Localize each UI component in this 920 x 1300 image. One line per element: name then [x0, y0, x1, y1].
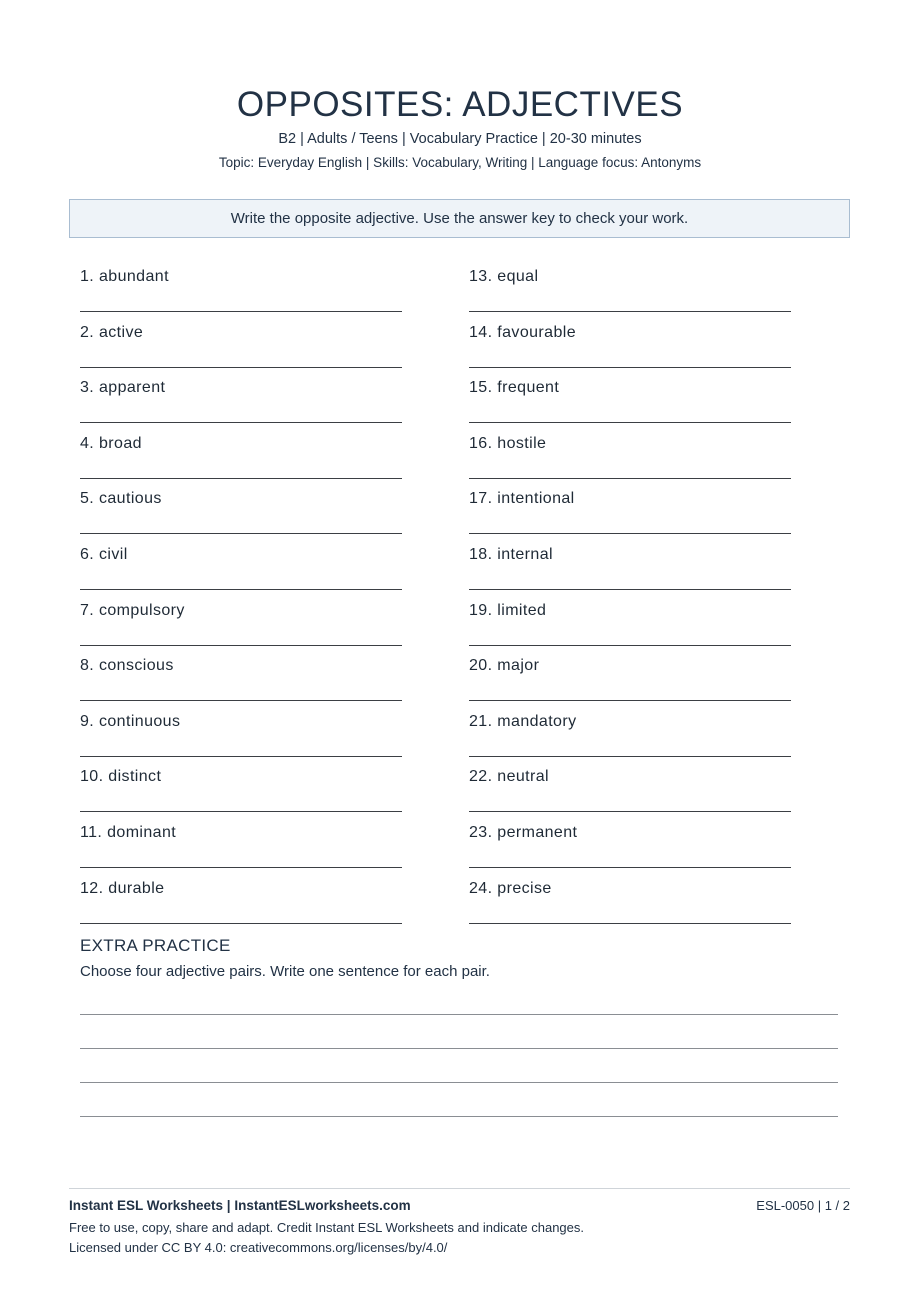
item-label: 23. permanent — [469, 823, 578, 841]
extra-practice-instruction: Choose four adjective pairs. Write one sentence for each pair. — [80, 963, 490, 980]
exercise-item — [80, 535, 402, 591]
footer-license-link: Licensed under CC BY 4.0: creativecommons.org/licenses/by/4.0/ — [69, 1240, 448, 1255]
item-label: 20. major — [469, 657, 540, 675]
exercise-item — [469, 368, 791, 424]
writing-line[interactable] — [80, 1048, 838, 1049]
answer-line[interactable] — [469, 923, 791, 924]
item-label: 18. internal — [469, 545, 553, 563]
exercise-item — [469, 869, 791, 925]
instructions-box — [69, 199, 850, 238]
exercise-item — [80, 591, 402, 647]
exercise-item — [80, 424, 402, 480]
item-label: 6. civil — [80, 545, 128, 563]
footer-divider — [69, 1188, 850, 1189]
item-label: 19. limited — [469, 601, 547, 619]
item-label: 24. precise — [469, 879, 552, 897]
exercise-item — [80, 702, 402, 758]
footer-brand: Instant ESL Worksheets | InstantESLworksheets.com — [69, 1198, 411, 1213]
writing-line[interactable] — [80, 1014, 838, 1015]
exercise-item — [80, 757, 402, 813]
exercise-item — [80, 869, 402, 925]
exercise-item — [80, 368, 402, 424]
item-label: 1. abundant — [80, 268, 169, 285]
exercise-item — [80, 646, 402, 702]
exercise-column-left — [80, 257, 402, 924]
exercise-item — [469, 646, 791, 702]
item-label: 4. broad — [80, 434, 142, 452]
item-label: 2. active — [80, 323, 144, 341]
exercise-item — [469, 535, 791, 591]
exercise-item — [80, 257, 402, 313]
exercise-item — [469, 479, 791, 535]
exercise-item — [80, 479, 402, 535]
worksheet-meta-topic: Topic: Everyday English | Skills: Vocabulary, Writing | Language focus: Antonyms — [218, 155, 702, 170]
item-label: 22. neutral — [469, 768, 550, 786]
item-label: 17. intentional — [469, 490, 575, 508]
instructions-text: Write the opposite adjective. Use the answer key to check your work. — [230, 210, 689, 227]
extra-practice-heading: EXTRA PRACTICE — [80, 936, 231, 955]
footer-license-note: Free to use, copy, share and adapt. Credit Instant ESL Worksheets and indicate changes. — [69, 1220, 585, 1235]
item-label: 10. distinct — [80, 768, 162, 786]
exercise-item — [469, 424, 791, 480]
item-label: 8. conscious — [80, 657, 174, 675]
exercise-item — [469, 757, 791, 813]
item-label: 14. favourable — [469, 323, 577, 341]
answer-line[interactable] — [80, 923, 402, 924]
writing-line[interactable] — [80, 1082, 838, 1083]
exercise-item — [469, 702, 791, 758]
item-label: 5. cautious — [80, 490, 162, 508]
item-label: 12. durable — [80, 879, 165, 897]
item-label: 3. apparent — [80, 379, 166, 397]
footer-page-code: ESL-0050 | 1 / 2 — [756, 1198, 850, 1213]
writing-line[interactable] — [80, 1116, 838, 1117]
exercise-item — [469, 257, 791, 313]
exercise-item — [469, 813, 791, 869]
item-label: 9. continuous — [80, 712, 181, 730]
item-label: 7. compulsory — [80, 601, 185, 619]
item-label: 15. frequent — [469, 379, 560, 397]
worksheet-meta-level: B2 | Adults / Teens | Vocabulary Practice | 20-30 minutes — [278, 131, 642, 147]
item-label: 21. mandatory — [469, 712, 577, 730]
item-label: 11. dominant — [80, 823, 177, 841]
exercise-item — [469, 313, 791, 369]
exercise-column-right — [469, 257, 791, 924]
exercise-item — [469, 591, 791, 647]
item-label: 16. hostile — [469, 434, 547, 452]
page-title: OPPOSITES: ADJECTIVES — [236, 85, 684, 125]
exercise-item — [80, 313, 402, 369]
item-label: 13. equal — [469, 268, 539, 285]
exercise-item — [80, 813, 402, 869]
